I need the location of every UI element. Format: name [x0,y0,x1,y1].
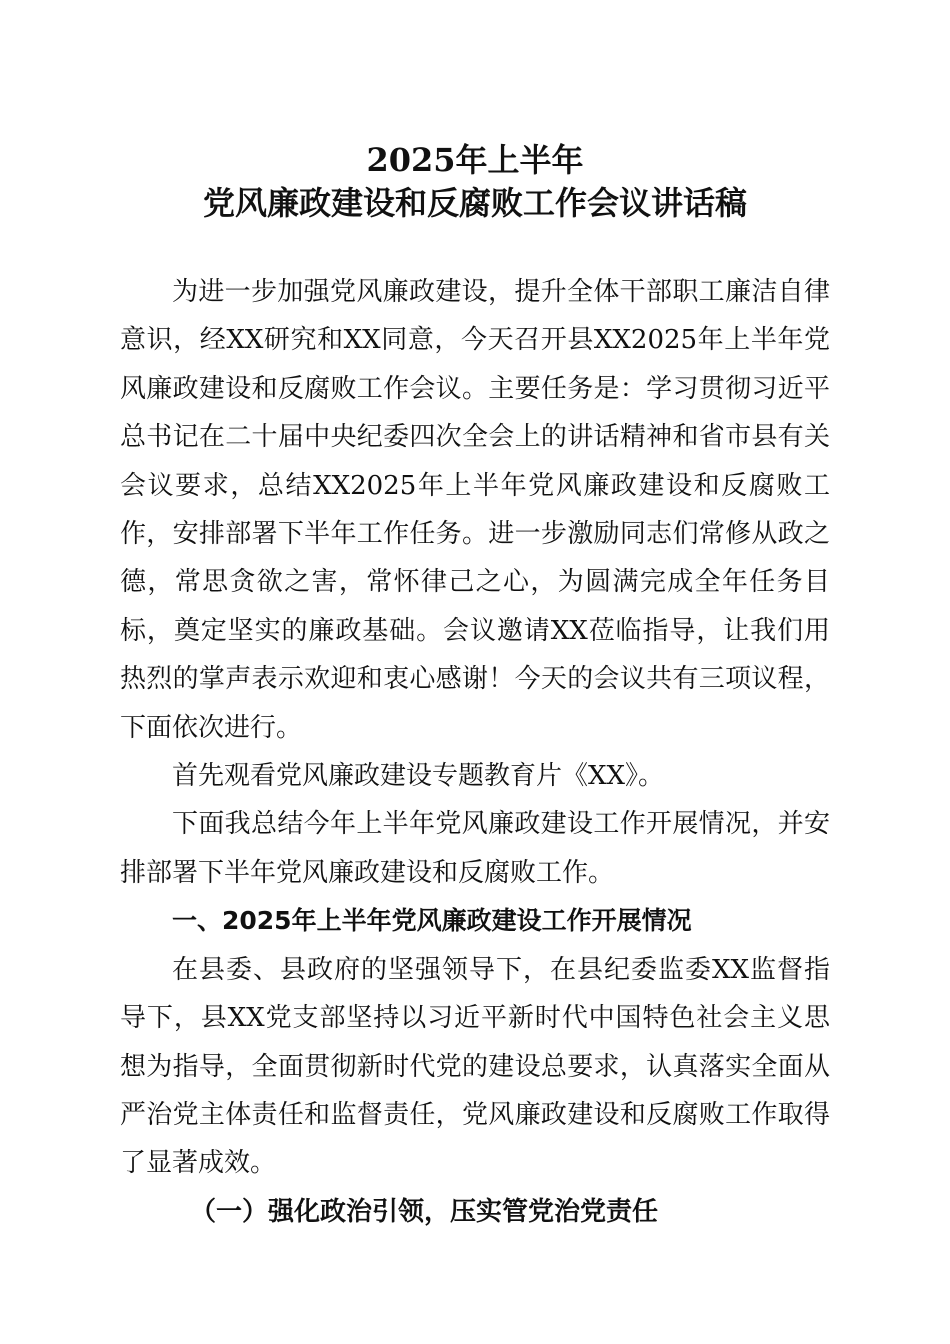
paragraph-intro: 为进一步加强党风廉政建设，提升全体干部职工廉洁自律意识，经XX研究和XX同意，今天召开县XX2025年上半年党风廉政建设和反腐败工作会议。主要任务是：学习贯彻习近平总书记在二十届中央纪委四次全会上的讲话精神和省市县有关会议要求，总结XX2025年上半年党风廉政建设和反腐败工作，安排部署下半年工作任务。进一步激励同志们常修从政之德，常思贪欲之害，常怀律己之心，为圆满完成全年任务目标，奠定坚实的廉政基础。会议邀请XX莅临指导，让我们用热烈的掌声表示欢迎和衷心感谢！今天的会议共有三项议程，下面依次进行。 [120,277,830,743]
document-title-line-2: 党风廉政建设和反腐败工作会议讲话稿 [202,184,747,222]
paragraph-video: 首先观看党风廉政建设专题教育片《XX》。 [172,761,665,792]
paragraph-section-1: 在县委、县政府的坚强领导下，在县纪委监委XX监督指导下，县XX党支部坚持以习近平新时代中国特色社会主义思想为指导，全面贯彻新时代党的建设总要求，认真落实全面从严治党主体责任和监督责任，党风廉政建设和反腐败工作取得了显著成效。 [120,954,830,1179]
paragraph-summary-intro: 下面我总结今年上半年党风廉政建设工作开展情况，并安排部署下半年党风廉政建设和反腐败工作。 [120,809,830,888]
section-heading-1: 一、2025年上半年党风廉政建设工作开展情况 [172,906,692,936]
subsection-heading-1: （一）强化政治引领，压实管党治党责任 [190,1196,659,1227]
document-title-line-1: 2025年上半年 [366,141,584,179]
document-body [120,268,830,1236]
